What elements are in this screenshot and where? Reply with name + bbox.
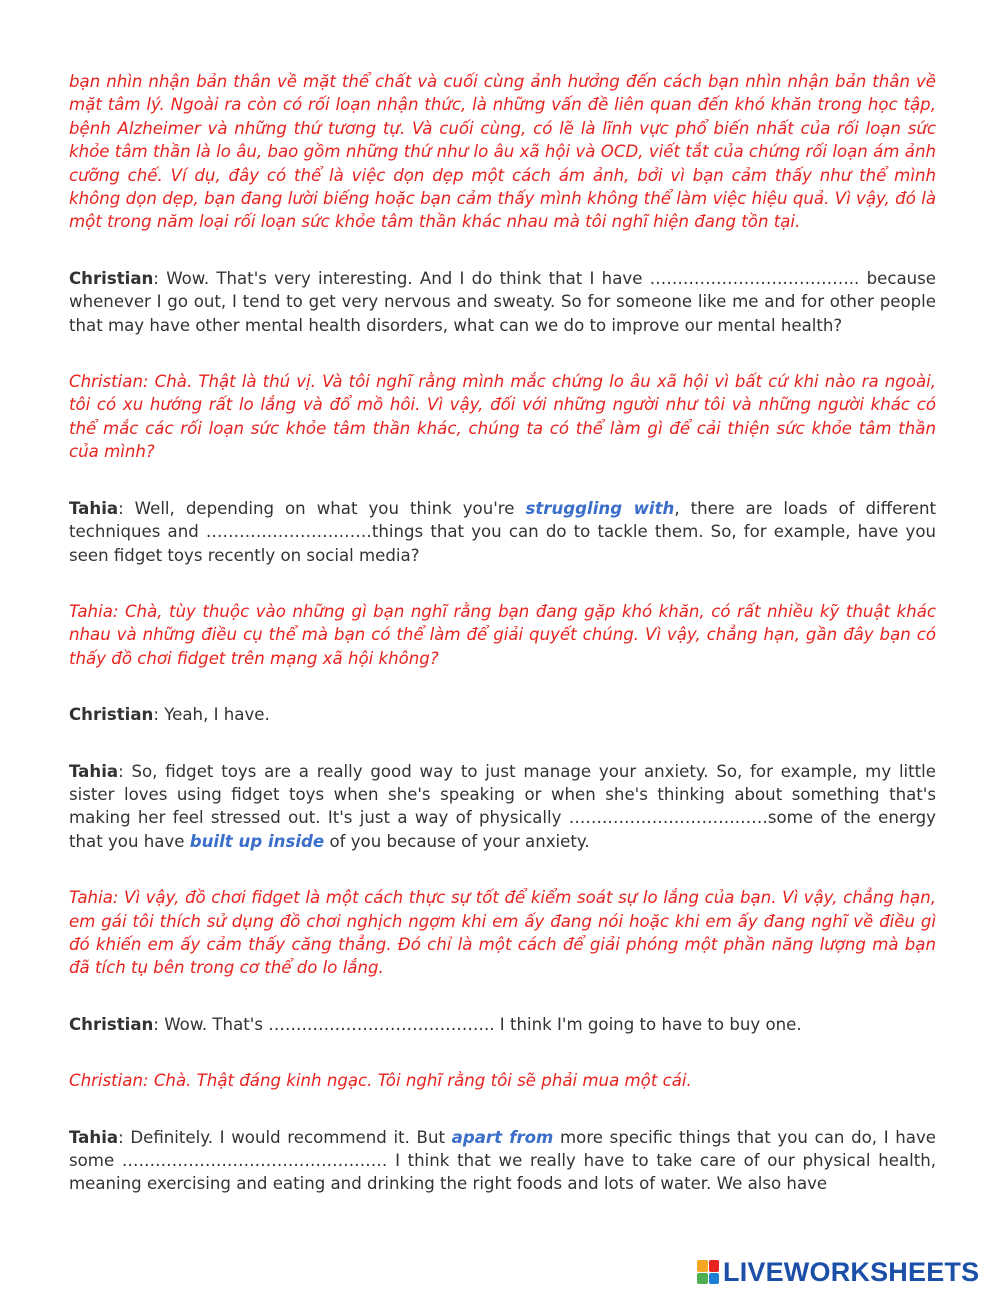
logo-block <box>697 1273 708 1285</box>
dialogue-line-tahia <box>69 1126 936 1196</box>
speaker-name: Tahia <box>69 761 119 781</box>
vietnamese-translation: Tahia: Chà, tùy thuộc vào những gì bạn nghĩ rằng bạn đang gặp khó khăn, có rất nhiều kỹ thuật khác nhau và những điều cụ thể mà bạn có thể làm để giải quyết chúng. Vì vậy, chẳng hạn, gần đây bạn có thấy đồ chơi fidget trên mạng xã hội không? <box>69 601 936 668</box>
blank-gap[interactable]: ……………………………….. <box>649 268 860 288</box>
dialogue-text: I think I'm going to have to buy one. <box>494 1014 802 1034</box>
speaker-name: Christian <box>69 705 154 725</box>
vietnamese-translation: Tahia: Vì vậy, đồ chơi fidget là một cách thực sự tốt để kiểm soát sự lo lắng của bạn. Vì vậy, chẳng hạn, em gái tôi thích sử dụng đồ chơi nghịch ngợm khi em ấy đang nói hoặc khi em ấy đang nghĩ về điều gì đó khiến em ấy cảm thấy căng thẳng. Đó chỉ là một cách để giải phóng một phần năng lượng mà bạn đã tích tụ bên trong cơ thể do lo lắng. <box>69 888 936 978</box>
dialogue-text: more specific things that you can do, I have some ………………………………………… I think that we really have to take care of our physical health, meaning exercising and eating and drinking the right foods and lots of water. We also have <box>69 1127 937 1194</box>
blank-gap[interactable]: ………………………………….. <box>268 1014 495 1034</box>
dialogue-text: : Wow. That's <box>153 1014 269 1034</box>
dialogue-line-christian <box>69 267 936 337</box>
vietnamese-translation: Christian: Chà. Thật đáng kinh ngạc. Tôi nghĩ rằng tôi sẽ phải mua một cái. <box>69 1071 692 1091</box>
dialogue-text: : Definitely. I would recommend it. But <box>118 1127 452 1147</box>
dialogue-text: because whenever I go out, I tend to get very nervous and sweaty. So for someone like me and for other people that may have other mental health disorders, what can we do to improve our mental health? <box>69 268 936 335</box>
vietnamese-translation: bạn nhìn nhận bản thân về mặt thể chất và cuối cùng ảnh hưởng đến cách bạn nhìn nhận bản thân về mặt tâm lý. Ngoài ra còn có rối loạn nhận thức, là những vấn đề liên quan đến khó khăn trong học tập, bệnh Alzheimer và những thứ tương tự. Và cuối cùng, có lẽ là lĩnh vực phổ biến nhất của rối loạn sức khỏe tâm thần là lo âu, bao gồm những thứ như lo âu xã hội và OCD, viết tắt của chứng rối loạn ám ảnh cưỡng chế. Ví dụ, đây có thể là việc dọn dẹp một cách ám ảnh, bởi vì bạn cảm thấy như thể mình không dọn dẹp, bạn đang lười biếng hoặc bạn cảm thấy mình không thể làm việc hiệu quả. Vì vậy, đó là một trong năm loại rối loạn sức khỏe tâm thần khác nhau mà tôi nghĩ hiện đang tồn tại. <box>69 72 936 232</box>
dialogue-text: : Wow. That's very interesting. And I do think that I have <box>153 268 650 288</box>
dialogue-line-tahia <box>69 760 936 854</box>
keyword-phrase: apart from <box>451 1127 554 1147</box>
dialogue-line-tahia <box>69 497 936 567</box>
logo-text: LIVEWORKSHEETS <box>723 1256 980 1287</box>
dialogue-line-christian <box>69 703 936 726</box>
dialogue-text: , there are loads of different techniques and …………………………things that you can do to tackle them. So, for example, have you seen fidget toys recently on social media? <box>69 498 936 565</box>
speaker-name: Tahia <box>69 498 119 518</box>
worksheet-content <box>69 70 936 1196</box>
dialogue-text: : So, fidget toys are a really good way to just manage your anxiety. So, for example, my little sister loves using fidget toys when she's speaking or when she's thinking about something that's making her feel stressed out. It's just a way of physically ………………………………some of the energy that you have <box>69 761 936 851</box>
dialogue-text: : Well, depending on what you think you're <box>118 498 526 518</box>
speaker-name: Christian <box>69 268 154 288</box>
dialogue-text: of you because of your anxiety. <box>324 831 590 851</box>
logo-block <box>709 1260 720 1272</box>
speaker-name: Tahia <box>69 1127 119 1147</box>
keyword-phrase: built up inside <box>189 831 325 851</box>
logo-block <box>709 1273 720 1285</box>
logo-block <box>697 1260 708 1272</box>
vietnamese-translation: Christian: Chà. Thật là thú vị. Và tôi nghĩ rằng mình mắc chứng lo âu xã hội vì bất cứ khi nào ra ngoài, tôi có xu hướng rất lo lắng và đổ mồ hôi. Vì vậy, đối với những người như tôi và những người khác có thể mắc các rối loạn sức khỏe tâm thần khác, chúng ta có thể làm gì để cải thiện sức khỏe tâm thần của mình? <box>69 372 936 462</box>
keyword-phrase: struggling with <box>525 498 675 518</box>
dialogue-line-christian <box>69 1013 936 1036</box>
dialogue-text: : Yeah, I have. <box>153 705 270 725</box>
liveworksheets-logo[interactable] <box>697 1257 979 1287</box>
logo-blocks-icon <box>697 1260 719 1284</box>
speaker-name: Christian <box>69 1014 154 1034</box>
